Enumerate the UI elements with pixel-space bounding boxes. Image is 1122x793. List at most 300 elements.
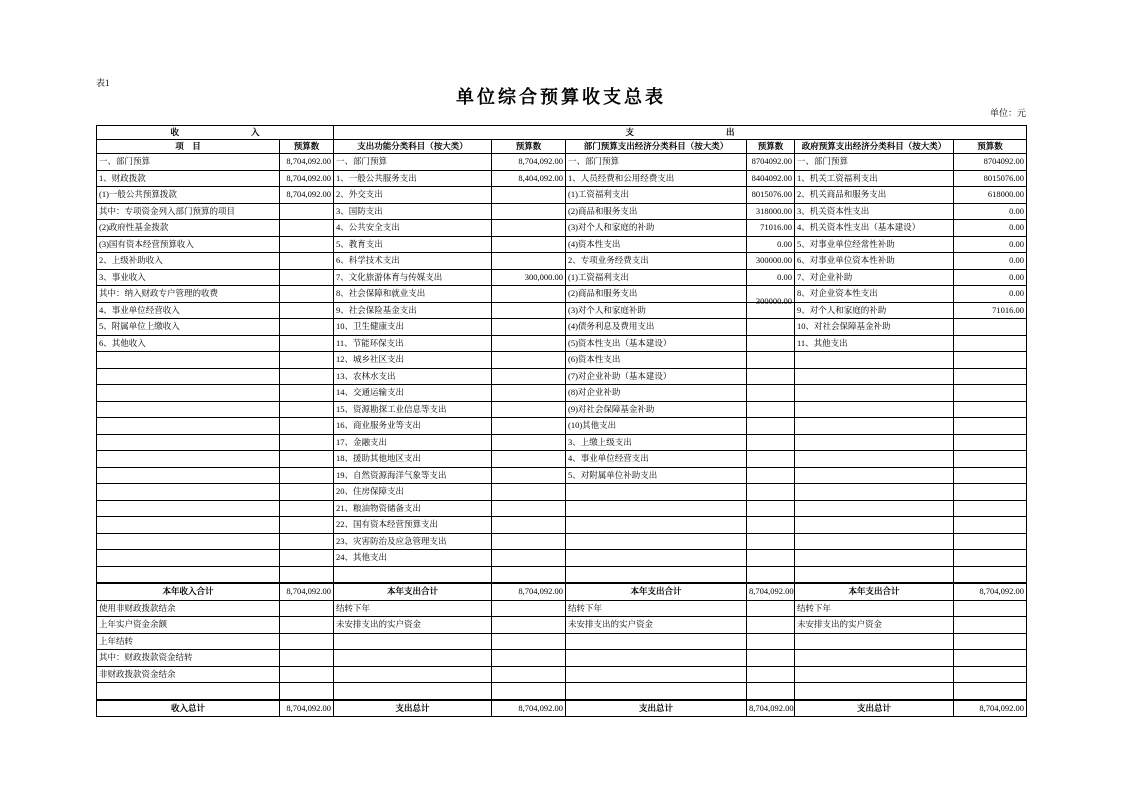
func-item: 1、一般公共服务支出 (334, 170, 492, 187)
income-value (280, 401, 334, 418)
income-item: 6、其他收入 (97, 335, 280, 352)
func-item: 一、部门预算 (334, 154, 492, 171)
gov-value (954, 418, 1027, 435)
func-item: 17、金融支出 (334, 434, 492, 451)
dept-item (566, 683, 747, 700)
dept-value (747, 550, 795, 567)
table-row (97, 650, 1027, 667)
income-item (97, 385, 280, 402)
table-row (97, 170, 1027, 187)
header-income-char-left: 收 (170, 127, 179, 138)
gov-value (954, 517, 1027, 534)
func-item: 3、国防支出 (334, 203, 492, 220)
func-item (334, 666, 492, 683)
income-item (97, 401, 280, 418)
income-item: 上年结转 (97, 633, 280, 650)
gov-item: 4、机关资本性支出（基本建设） (795, 220, 954, 237)
gov-value (954, 170, 1027, 187)
dept-amount: 0.00 (777, 238, 792, 249)
dept-value (747, 484, 795, 501)
func-value (492, 401, 566, 418)
dept-item: (9)对社会保障基金补助 (566, 401, 747, 418)
func-value (492, 566, 566, 583)
unit-note: 单位：元 (989, 108, 1026, 118)
table-row (97, 434, 1027, 451)
gov-item (795, 467, 954, 484)
gov-value (954, 319, 1027, 336)
func-value (492, 533, 566, 550)
dept-item: (4)资本性支出 (566, 236, 747, 253)
func-item: 23、灾害防治及应急管理支出 (334, 533, 492, 550)
table-row (97, 500, 1027, 517)
gov-value (954, 236, 1027, 253)
gov-amount: 0.00 (1009, 271, 1025, 282)
income-item (97, 434, 280, 451)
income-value (280, 617, 334, 634)
gov-value: 8,704,092.00 (954, 700, 1027, 717)
func-item: 9、社会保险基金支出 (334, 302, 492, 319)
func-value (492, 368, 566, 385)
gov-value (954, 666, 1027, 683)
income-value (280, 633, 334, 650)
gov-item (795, 401, 954, 418)
income-value (280, 566, 334, 583)
income-item: (2)政府性基金拨款 (97, 220, 280, 237)
gov-value (954, 401, 1027, 418)
table-row (97, 368, 1027, 385)
func-item: 7、文化旅游体育与传媒支出 (334, 269, 492, 286)
table-row (97, 319, 1027, 336)
dept-item: (1)工资福利支出 (566, 187, 747, 204)
table-row (97, 633, 1027, 650)
table-row (97, 517, 1027, 534)
income-value (280, 683, 334, 700)
dept-item: 结转下年 (566, 600, 747, 617)
dept-value (747, 451, 795, 468)
income-value (280, 319, 334, 336)
gov-item (795, 566, 954, 583)
gov-item (795, 368, 954, 385)
gov-value (954, 484, 1027, 501)
dept-item (566, 500, 747, 517)
func-item: 15、资源勘探工业信息等支出 (334, 401, 492, 418)
gov-item: 支出总计 (795, 700, 954, 717)
income-value (280, 533, 334, 550)
gov-item: 3、机关资本性支出 (795, 203, 954, 220)
income-item (97, 418, 280, 435)
func-value (492, 683, 566, 700)
func-value (492, 187, 566, 204)
gov-amount: 8704092.00 (983, 156, 1025, 167)
gov-amount: 0.00 (1009, 255, 1025, 266)
func-item: 14、交通运输支出 (334, 385, 492, 402)
dept-item: (1)工资福利支出 (566, 269, 747, 286)
func-value (492, 418, 566, 435)
func-item: 4、公共安全支出 (334, 220, 492, 237)
income-item (97, 467, 280, 484)
dept-item: 一、部门预算 (566, 154, 747, 171)
table-row (97, 550, 1027, 567)
dept-amount: 300000.00 (755, 255, 792, 266)
gov-value (954, 368, 1027, 385)
gov-item (795, 451, 954, 468)
table-row (97, 566, 1027, 583)
func-value (492, 550, 566, 567)
income-value (280, 335, 334, 352)
table-row (97, 187, 1027, 204)
income-value (280, 170, 334, 187)
dept-amount: 318000.00 (755, 205, 792, 216)
income-item: 其中：专项资金列入部门预算的项目 (97, 203, 280, 220)
func-value (492, 434, 566, 451)
func-value (492, 302, 566, 319)
func-item: 21、粮油物资储备支出 (334, 500, 492, 517)
gov-item (795, 352, 954, 369)
func-value: 8,704,092.00 (492, 700, 566, 717)
header-columns-row (97, 140, 1027, 154)
dept-item: 4、事业单位经营支出 (566, 451, 747, 468)
func-item: 结转下年 (334, 600, 492, 617)
header-col-budget-1: 预算数 (280, 140, 334, 154)
gov-item: 8、对企业资本性支出 (795, 286, 954, 303)
table-row (97, 583, 1027, 600)
func-amount: 300,000.00 (524, 271, 563, 282)
table-row (97, 203, 1027, 220)
gov-value: 8,704,092.00 (954, 583, 1027, 600)
income-amount: 8,704,092.00 (286, 172, 331, 183)
table-row (97, 484, 1027, 501)
dept-value (747, 203, 795, 220)
gov-item: 未安排支出的实户资金 (795, 617, 954, 634)
func-value (492, 451, 566, 468)
header-col-gov-econ-class: 政府预算支出经济分类科目（按大类） (795, 140, 954, 154)
func-value (492, 170, 566, 187)
header-income-section (97, 126, 334, 140)
gov-amount: 0.00 (1009, 238, 1025, 249)
gov-item (795, 434, 954, 451)
table-row (97, 352, 1027, 369)
dept-item (566, 566, 747, 583)
gov-value (954, 500, 1027, 517)
income-value (280, 550, 334, 567)
header-expense-char-left: 支 (625, 127, 635, 138)
header-income-char-right: 入 (251, 127, 260, 138)
func-amount: 8,404,092.00 (518, 172, 563, 183)
table-row (97, 286, 1027, 303)
income-item: 上年实户资金余额 (97, 617, 280, 634)
func-item: 11、节能环保支出 (334, 335, 492, 352)
func-value (492, 617, 566, 634)
func-item: 24、其他支出 (334, 550, 492, 567)
func-item: 12、城乡社区支出 (334, 352, 492, 369)
dept-amount: 8704092.00 (751, 156, 792, 167)
dept-item (566, 533, 747, 550)
income-value (280, 352, 334, 369)
dept-value (747, 335, 795, 352)
income-item (97, 500, 280, 517)
gov-item (795, 533, 954, 550)
income-value (280, 484, 334, 501)
dept-item: 3、上缴上级支出 (566, 434, 747, 451)
gov-item (795, 550, 954, 567)
page-title: 单位综合预算收支总表 (456, 87, 666, 107)
dept-value (747, 683, 795, 700)
header-col-dept-econ-class: 部门预算支出经济分类科目（按大类） (566, 140, 747, 154)
income-item (97, 533, 280, 550)
gov-item (795, 517, 954, 534)
table-row (97, 253, 1027, 270)
func-value (492, 203, 566, 220)
income-value (280, 451, 334, 468)
dept-amount: 8404092.00 (751, 172, 792, 183)
gov-item: 1、机关工资福利支出 (795, 170, 954, 187)
gov-item: 结转下年 (795, 600, 954, 617)
func-item: 16、商业服务业等支出 (334, 418, 492, 435)
income-value (280, 286, 334, 303)
income-item (97, 484, 280, 501)
dept-item: (3)对个人和家庭的补助 (566, 220, 747, 237)
func-value (492, 467, 566, 484)
header-col-func-class: 支出功能分类科目（按大类） (334, 140, 492, 154)
func-item (334, 633, 492, 650)
income-value: 8,704,092.00 (280, 700, 334, 717)
dept-value (747, 566, 795, 583)
income-item (97, 451, 280, 468)
gov-value (954, 467, 1027, 484)
gov-item (795, 633, 954, 650)
income-value (280, 467, 334, 484)
func-item: 2、外交支出 (334, 187, 492, 204)
dept-value (747, 633, 795, 650)
income-item: (1)一般公共预算拨款 (97, 187, 280, 204)
func-item: 8、社会保障和就业支出 (334, 286, 492, 303)
dept-item: 未安排支出的实户资金 (566, 617, 747, 634)
gov-value (954, 154, 1027, 171)
gov-item: 9、对个人和家庭的补助 (795, 302, 954, 319)
gov-value (954, 187, 1027, 204)
dept-value (747, 418, 795, 435)
table-row (97, 302, 1027, 319)
func-item: 支出总计 (334, 700, 492, 717)
table-row (97, 467, 1027, 484)
dept-item: (10)其他支出 (566, 418, 747, 435)
dept-value (747, 617, 795, 634)
dept-value (747, 517, 795, 534)
dept-amount: 300000.00 (755, 296, 792, 307)
func-item: 6、科学技术支出 (334, 253, 492, 270)
income-item: 一、部门预算 (97, 154, 280, 171)
dept-value (747, 385, 795, 402)
dept-item: (3)对个人和家庭补助 (566, 302, 747, 319)
income-value (280, 650, 334, 667)
gov-value (954, 566, 1027, 583)
header-section-row (97, 126, 1027, 140)
dept-item (566, 650, 747, 667)
gov-amount: 0.00 (1009, 222, 1025, 233)
table-row (97, 600, 1027, 617)
dept-item: 本年支出合计 (566, 583, 747, 600)
gov-item: 本年支出合计 (795, 583, 954, 600)
func-amount: 8,704,092.00 (518, 156, 563, 167)
dept-item: (4)债务利息及费用支出 (566, 319, 747, 336)
func-item: 13、农林水支出 (334, 368, 492, 385)
gov-value (954, 335, 1027, 352)
dept-value (747, 467, 795, 484)
header-expense-section (334, 126, 1027, 140)
gov-value (954, 352, 1027, 369)
income-value (280, 434, 334, 451)
gov-value (954, 302, 1027, 319)
dept-value (747, 600, 795, 617)
table-number-label: 表1 (96, 78, 110, 88)
income-item: 1、财政拨款 (97, 170, 280, 187)
func-value (492, 633, 566, 650)
gov-amount: 71016.00 (992, 304, 1025, 315)
dept-item: 支出总计 (566, 700, 747, 717)
gov-amount: 0.00 (1009, 288, 1025, 299)
dept-item (566, 666, 747, 683)
gov-item: 7、对企业补助 (795, 269, 954, 286)
income-value (280, 302, 334, 319)
func-value (492, 220, 566, 237)
income-item (97, 683, 280, 700)
header-col-budget-3: 预算数 (747, 140, 795, 154)
dept-value (747, 368, 795, 385)
dept-value (747, 286, 795, 307)
income-item: 2、上级补助收入 (97, 253, 280, 270)
income-item (97, 368, 280, 385)
func-value (492, 666, 566, 683)
func-item: 22、国有资本经营预算支出 (334, 517, 492, 534)
table-row (97, 683, 1027, 700)
gov-value (954, 220, 1027, 237)
dept-item: (2)商品和服务支出 (566, 286, 747, 303)
table-row (97, 700, 1027, 717)
gov-value (954, 533, 1027, 550)
dept-item (566, 517, 747, 534)
income-item: 使用非财政拨款结余 (97, 600, 280, 617)
gov-item: 5、对事业单位经常性补助 (795, 236, 954, 253)
dept-item: (6)资本性支出 (566, 352, 747, 369)
dept-item: 1、人员经费和公用经费支出 (566, 170, 747, 187)
table-row (97, 154, 1027, 171)
income-item: 其中：纳入财政专户管理的收费 (97, 286, 280, 303)
gov-item: 一、部门预算 (795, 154, 954, 171)
income-item: 其中：财政拨款资金结转 (97, 650, 280, 667)
income-value (280, 500, 334, 517)
func-item: 19、自然资源海洋气象等支出 (334, 467, 492, 484)
table-row (97, 401, 1027, 418)
func-item (334, 566, 492, 583)
dept-item: (5)资本性支出（基本建设） (566, 335, 747, 352)
func-item: 20、住房保障支出 (334, 484, 492, 501)
income-value (280, 666, 334, 683)
dept-item: (8)对企业补助 (566, 385, 747, 402)
table-row (97, 220, 1027, 237)
dept-value (747, 500, 795, 517)
func-value (492, 600, 566, 617)
dept-value: 8,704,092.00 (747, 583, 795, 600)
income-amount: 8,704,092.00 (286, 156, 331, 167)
func-value (492, 352, 566, 369)
dept-item (566, 550, 747, 567)
gov-value (954, 203, 1027, 220)
income-item (97, 550, 280, 567)
header-col-item: 项 目 (97, 140, 280, 154)
dept-value (747, 666, 795, 683)
table-row (97, 335, 1027, 352)
func-value (492, 335, 566, 352)
gov-value (954, 269, 1027, 286)
gov-item: 6、对事业单位资本性补助 (795, 253, 954, 270)
income-value (280, 253, 334, 270)
income-value (280, 269, 334, 286)
gov-item: 11、其他支出 (795, 335, 954, 352)
gov-item (795, 418, 954, 435)
func-value (492, 650, 566, 667)
gov-value (954, 550, 1027, 567)
income-value (280, 368, 334, 385)
income-item: (3)国有资本经营预算收入 (97, 236, 280, 253)
func-value (492, 236, 566, 253)
dept-item (566, 633, 747, 650)
table-row (97, 533, 1027, 550)
func-item (334, 650, 492, 667)
dept-value (747, 434, 795, 451)
income-item: 5、附属单位上缴收入 (97, 319, 280, 336)
dept-value (747, 650, 795, 667)
dept-item (566, 484, 747, 501)
income-value (280, 517, 334, 534)
income-item: 收入总计 (97, 700, 280, 717)
income-item (97, 352, 280, 369)
func-item: 本年支出合计 (334, 583, 492, 600)
income-item (97, 517, 280, 534)
income-value (280, 220, 334, 237)
table-row (97, 451, 1027, 468)
income-item (97, 566, 280, 583)
func-item: 18、援助其他地区支出 (334, 451, 492, 468)
func-value (492, 385, 566, 402)
table-row (97, 236, 1027, 253)
func-value (492, 484, 566, 501)
header-col-budget-2: 预算数 (492, 140, 566, 154)
dept-item: 5、对附属单位补助支出 (566, 467, 747, 484)
income-item: 本年收入合计 (97, 583, 280, 600)
gov-amount: 8015076.00 (983, 172, 1025, 183)
gov-value (954, 600, 1027, 617)
income-value (280, 418, 334, 435)
header-col-budget-4: 预算数 (954, 140, 1027, 154)
dept-value (747, 319, 795, 336)
dept-value (747, 253, 795, 270)
dept-value (747, 154, 795, 171)
budget-table (96, 125, 1027, 717)
gov-item: 2、机关商品和服务支出 (795, 187, 954, 204)
dept-value (747, 401, 795, 418)
func-item: 10、卫生健康支出 (334, 319, 492, 336)
dept-amount: 8015076.00 (751, 189, 792, 200)
dept-value (747, 236, 795, 253)
gov-value (954, 451, 1027, 468)
income-amount: 8,704,092.00 (286, 189, 331, 200)
dept-value (747, 170, 795, 187)
gov-item (795, 683, 954, 700)
dept-item: 2、专项业务经费支出 (566, 253, 747, 270)
dept-value (747, 533, 795, 550)
table-row (97, 617, 1027, 634)
gov-item (795, 484, 954, 501)
